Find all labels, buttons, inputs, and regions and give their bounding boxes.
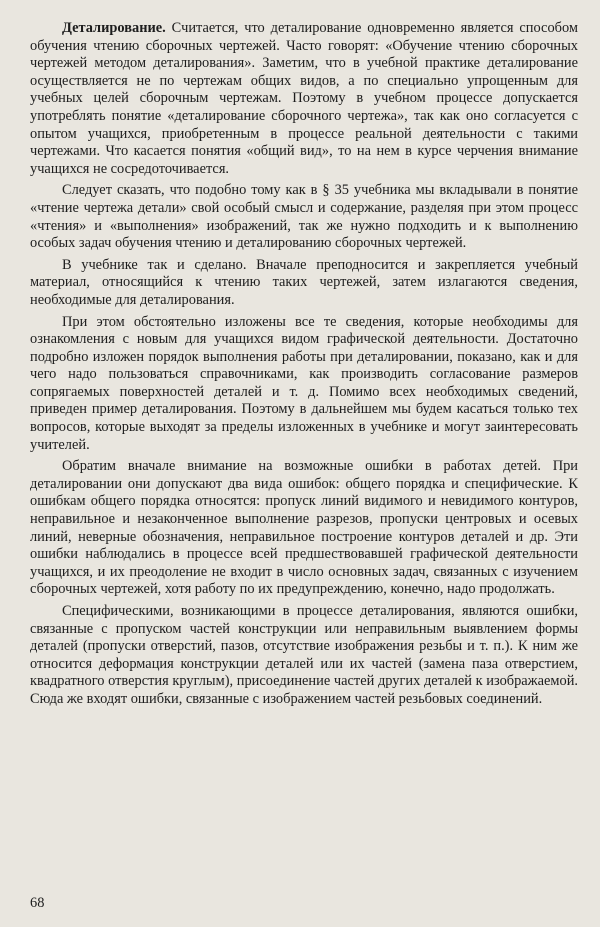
paragraph-text: Считается, что деталирование одновременно является способом обучения чтению сборочных чертежей. Часто говорят: «Обучение чтению сборочных чертежей методом деталирования». Заметим, что в учебной практике деталирование осуществляется не по чертежам общих видов, а по специально упрощенным для учебных целей сборочным чертежам. Поэтому в учебном процессе допускается употреблять понятие «деталирование сборочного чертежа», так как оно согласуется с опытом учащихся, приобретенным в процессе реальной деятельности с такими чертежами. Что касается понятия «общий вид», то на нем в курсе черчения внимание учащихся не сосредоточивается. <box>30 20 578 177</box>
paragraph-information: При этом обстоятельно изложены все те сведения, которые необходимы для ознакомления с новым для учащихся видом графической деятельности. Достаточно подробно изложен порядок выполнения работы при деталировании, показано, как и для чего надо пользоваться справочниками, как производить согласование размеров сопрягаемых поверхностей деталей и т. д. Помимо всех необходимых сведений, приведен пример деталирования. Поэтому в дальнейшем мы будем касаться только тех вопросов, которые выходят за пределы изложенных в учебнике и могут заинтересовать учителей. <box>30 313 578 453</box>
paragraph-general-errors: Обратим вначале внимание на возможные ошибки в работах детей. При деталировании они допускают два вида ошибок: общего порядка и специфические. К ошибкам общего порядка относятся: пропуск линий видимого и невидимого контуров, неправильное и незаконченное выполнение разрезов, пропуски центровых и осевых линий, неверные обозначения, неправильное построение контуров деталей и др. Эти ошибки наблюдались в процессе всей предшествовавшей графической деятельности учащихся, и их преодоление не входит в число основных задач, связанных с изучением сборочных чертежей, хотя работу по их предупреждению, конечно, надо продолжать. <box>30 458 578 598</box>
paragraph-detailing <box>30 20 578 178</box>
paragraph-lead-term: Деталирование. <box>62 20 166 36</box>
paragraph-reading-concept: Следует сказать, что подобно тому как в § 35 учебника мы вкладывали в понятие «чтение чертежа детали» свой особый смысл и содержание, разделяя при этом процесс «чтения» и «выполнения» изображений, так же нужно подходить и к выполнению особых задач обучения чтению и деталированию сборочных чертежей. <box>30 182 578 252</box>
paragraph-textbook-order: В учебнике так и сделано. Вначале преподносится и закрепляется учебный материал, относящийся к чтению таких чертежей, затем излагаются сведения, необходимые для деталирования. <box>30 256 578 308</box>
page-number: 68 <box>30 895 45 911</box>
paragraph-specific-errors: Специфическими, возникающими в процессе деталирования, являются ошибки, связанные с пропуском частей конструкции или неправильным выявлением формы деталей (пропуски отверстий, пазов, отсутствие изображения резьбы и т. п.). К ним же относится деформация конструкции деталей или их частей (замена паза отверстием, квадратного отверстия круглым), присоединение частей других деталей к изображаемой. Сюда же входят ошибки, связанные с изображением частей резьбовых соединений. <box>30 603 578 707</box>
